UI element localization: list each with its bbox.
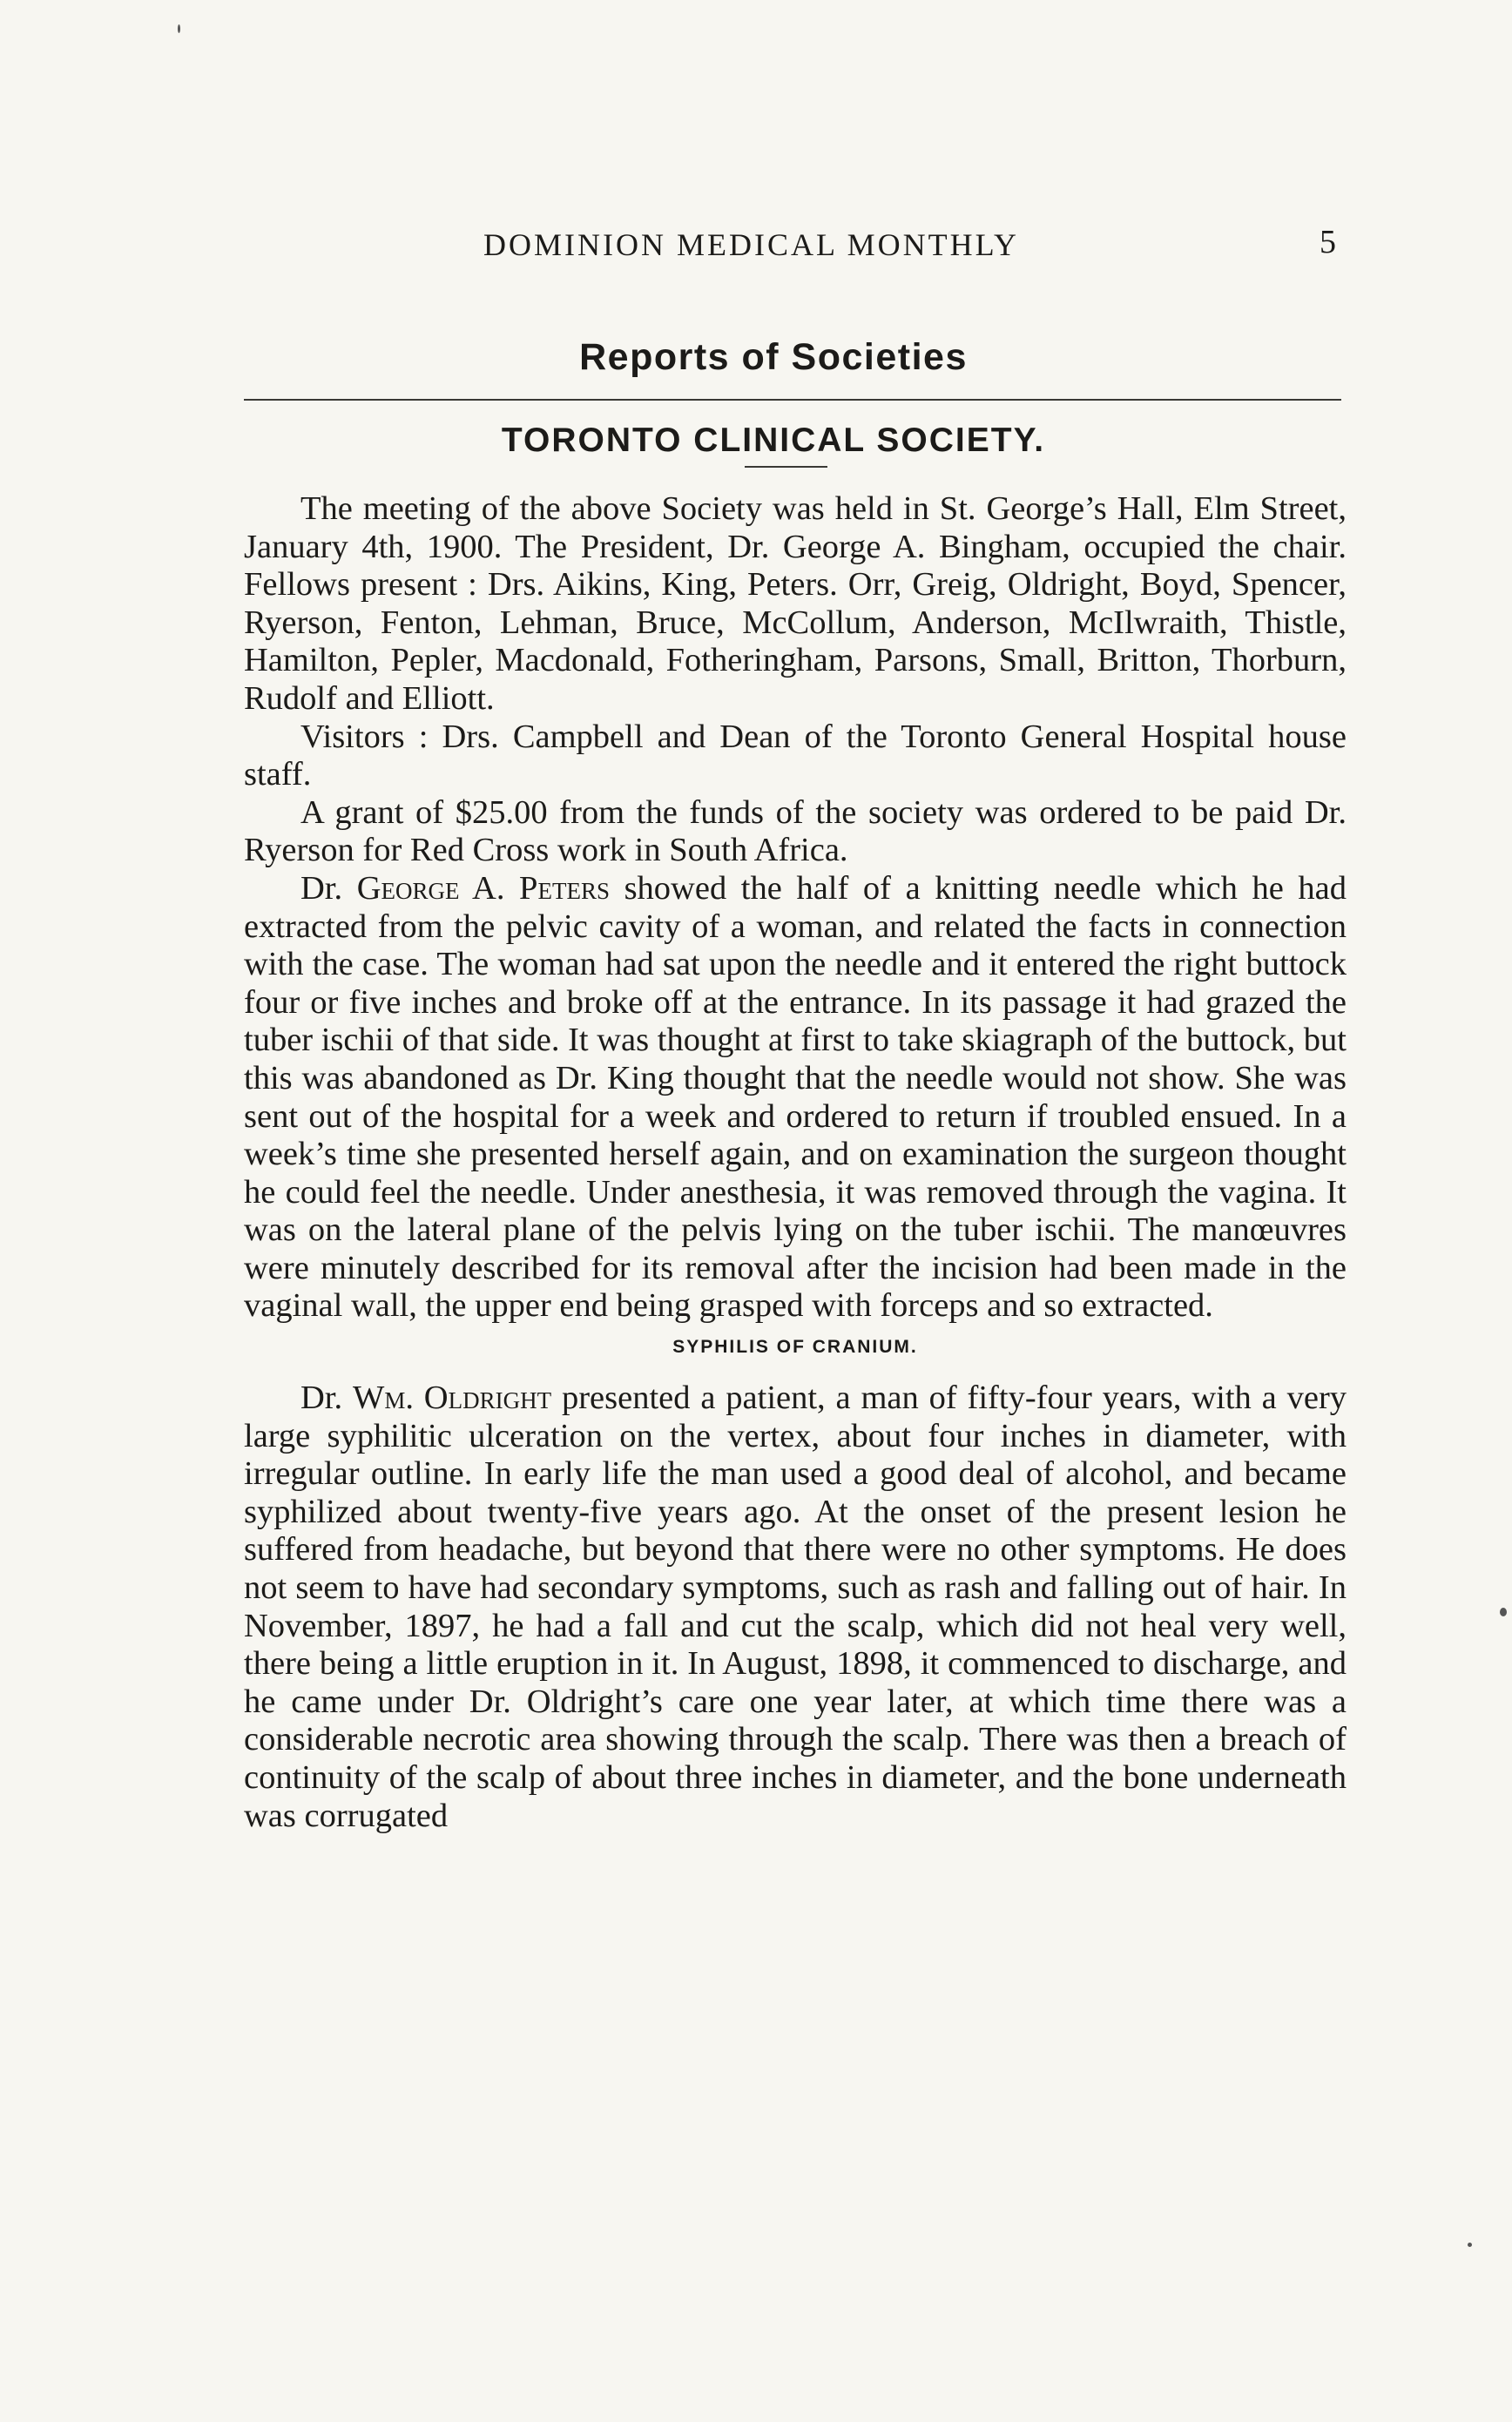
margin-speck xyxy=(178,24,180,33)
paragraph-text: presented a patient, a man of fifty-four years, with a very large syphilitic ulceration on the vertex, about four inches in diameter, with irregular outline. In early life the man used a good deal of alcohol, and became syphilized about twenty-five years ago. At the onset of the present lesion he suffered from headache, but beyond that there were no other symptoms. He does not seem to have had secondary symptoms, such as rash and falling out of hair. In November, 1897, he had a fall and cut the scalp, which did not heal very well, there being a little eruption in it. In August, 1898, it commenced to discharge, and he came under Dr. Oldright’s care one year later, at which time there was a considerable necrotic area showing through the scalp. There was then a breach of continuity of the scalp of about three inches in diameter, and the bone underneath was corrugated xyxy=(244,1380,1347,1834)
presenter-name: George A. Peters xyxy=(356,869,610,907)
case-subheading: SYPHILIS OF CRANIUM. xyxy=(672,1337,918,1358)
paragraph-visitors: Visitors : Drs. Campbell and Dean of the Toronto General Hospital house staff. xyxy=(244,718,1347,793)
page-number: 5 xyxy=(1320,224,1336,260)
running-head xyxy=(0,223,1512,266)
article-body xyxy=(244,490,1347,1835)
paragraph-grant: A grant of $25.00 from the funds of the society was ordered to be paid Dr. Ryerson for Red Cross work in South Africa. xyxy=(244,793,1347,869)
paragraph-meeting: The meeting of the above Society was held in St. George’s Hall, Elm Street, January 4th, 1900. The President, Dr. George A. Bingham, occupied the chair. Fellows present : Drs. Aikins, King, Peters. Orr, Greig, Oldright, Boyd, Spencer, Ryerson, Fenton, Lehman, Bruce, McCollum, Anderson, McIlwraith, Thistle, Hamilton, Pepler, Macdonald, Fotheringham, Parsons, Small, Britton, Thorburn, Rudolf and Elliott. xyxy=(244,490,1347,717)
paragraph-lead: Dr. xyxy=(300,869,343,907)
paragraph-lead: Dr. xyxy=(300,1380,343,1417)
paragraph-oldright-case xyxy=(244,1380,1347,1835)
margin-speck xyxy=(1468,2243,1472,2247)
society-underline xyxy=(745,466,827,468)
margin-speck xyxy=(1500,1608,1507,1616)
presenter-name: Wm. Oldright xyxy=(352,1380,552,1417)
journal-title: DOMINION MEDICAL MONTHLY xyxy=(483,227,1020,262)
paragraph-peters-case xyxy=(244,870,1347,1326)
paragraph-text: showed the half of a knitting needle which he had extracted from the pelvic cavity of a woman, and related the facts in connection with the case. The woman had sat upon the needle and it entered the right buttock four or five inches and broke off at the entrance. In its passage it had grazed the tuber ischii of that side. It was thought at first to take skiagraph of the buttock, but this was abandoned as Dr. King thought that the needle would not show. She was sent out of the hospital for a week and ordered to return if troubled ensued. In a week’s time she presented herself again, and on examination the surgeon thought he could feel the needle. Under anesthesia, it was removed through the vagina. It was on the lateral plane of the pelvis lying on the tuber ischii. The manœuvres were minutely described for its removal after the incision had been made in the vaginal wall, the upper end being grasped with forceps and so extracted. xyxy=(244,869,1347,1325)
society-name: TORONTO CLINICAL SOCIETY. xyxy=(501,422,1046,459)
heading-rule xyxy=(244,399,1341,401)
section-heading: Reports of Societies xyxy=(579,336,968,378)
